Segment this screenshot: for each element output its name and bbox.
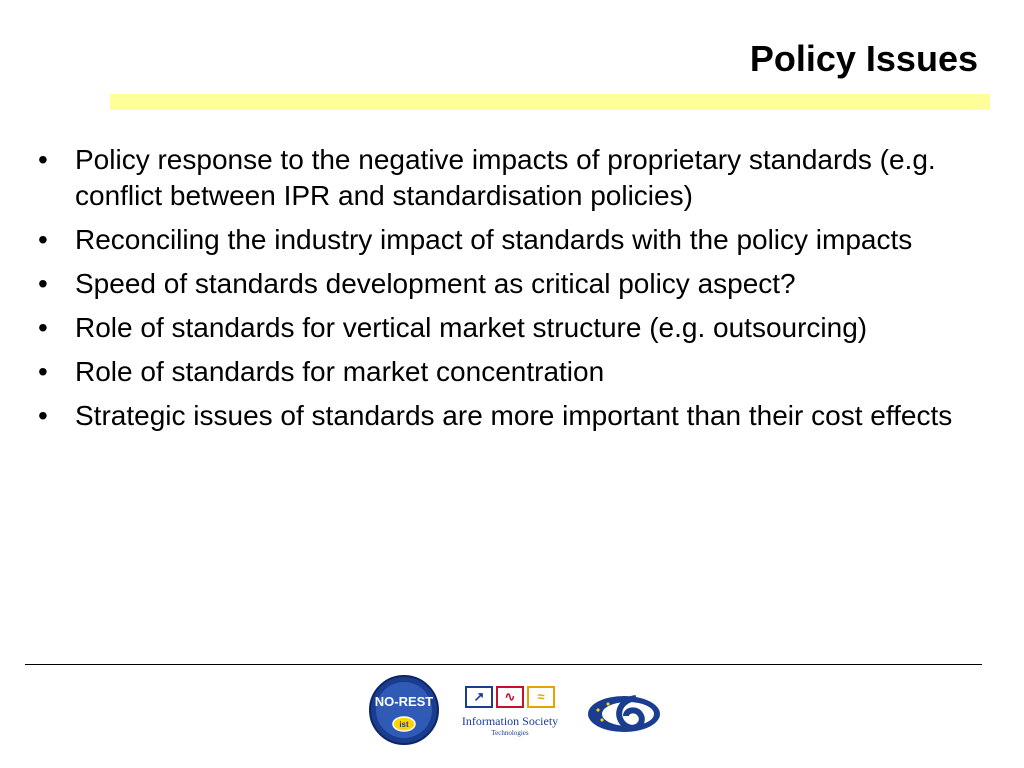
ist-arrow-icon: ↗ xyxy=(465,686,493,708)
bullet-text: Strategic issues of standards are more important than their cost effects xyxy=(75,400,953,431)
norest-logo-text: NO-REST xyxy=(374,694,434,709)
norest-logo xyxy=(368,674,440,751)
ist-approx-icon: ≈ xyxy=(527,686,555,708)
bullet-item xyxy=(30,266,980,302)
ist-logo-boxes xyxy=(455,686,565,708)
footer-logos xyxy=(0,672,1024,762)
bullet-item xyxy=(30,310,980,346)
ist-wave-icon: ∿ xyxy=(496,686,524,708)
bullet-text: Role of standards for market concentration xyxy=(75,356,605,387)
fp6-logo xyxy=(584,688,664,743)
bullet-text: Reconciling the industry impact of standards with the policy impacts xyxy=(75,224,913,255)
bullet-dot: • xyxy=(38,144,48,175)
norest-logo-icon xyxy=(368,674,440,746)
bullet-dot: • xyxy=(38,224,48,255)
bullet-item xyxy=(30,354,980,390)
footer-divider xyxy=(25,664,982,665)
bullet-item xyxy=(30,398,980,434)
bullet-text: Policy response to the negative impacts of proprietary standards (e.g. conflict between IPR and standardisation policies) xyxy=(75,144,936,211)
norest-badge-text: ist xyxy=(399,720,409,729)
ist-logo xyxy=(455,686,565,737)
bullet-text: Speed of standards development as critical policy aspect? xyxy=(75,268,796,299)
ist-logo-name: Information Society xyxy=(461,714,559,728)
bullet-dot: • xyxy=(38,268,48,299)
bullet-list xyxy=(30,142,980,442)
fp6-logo-icon xyxy=(584,688,664,738)
bullet-item xyxy=(30,222,980,258)
ist-logo-sub: Technologies xyxy=(491,729,529,737)
bullet-dot: • xyxy=(38,400,48,431)
slide-title: Policy Issues xyxy=(749,38,978,79)
title-underline-bar xyxy=(110,94,990,110)
bullet-dot: • xyxy=(38,356,48,387)
bullet-dot: • xyxy=(38,312,48,343)
bullet-text: Role of standards for vertical market structure (e.g. outsourcing) xyxy=(75,312,868,343)
bullet-item xyxy=(30,142,980,214)
